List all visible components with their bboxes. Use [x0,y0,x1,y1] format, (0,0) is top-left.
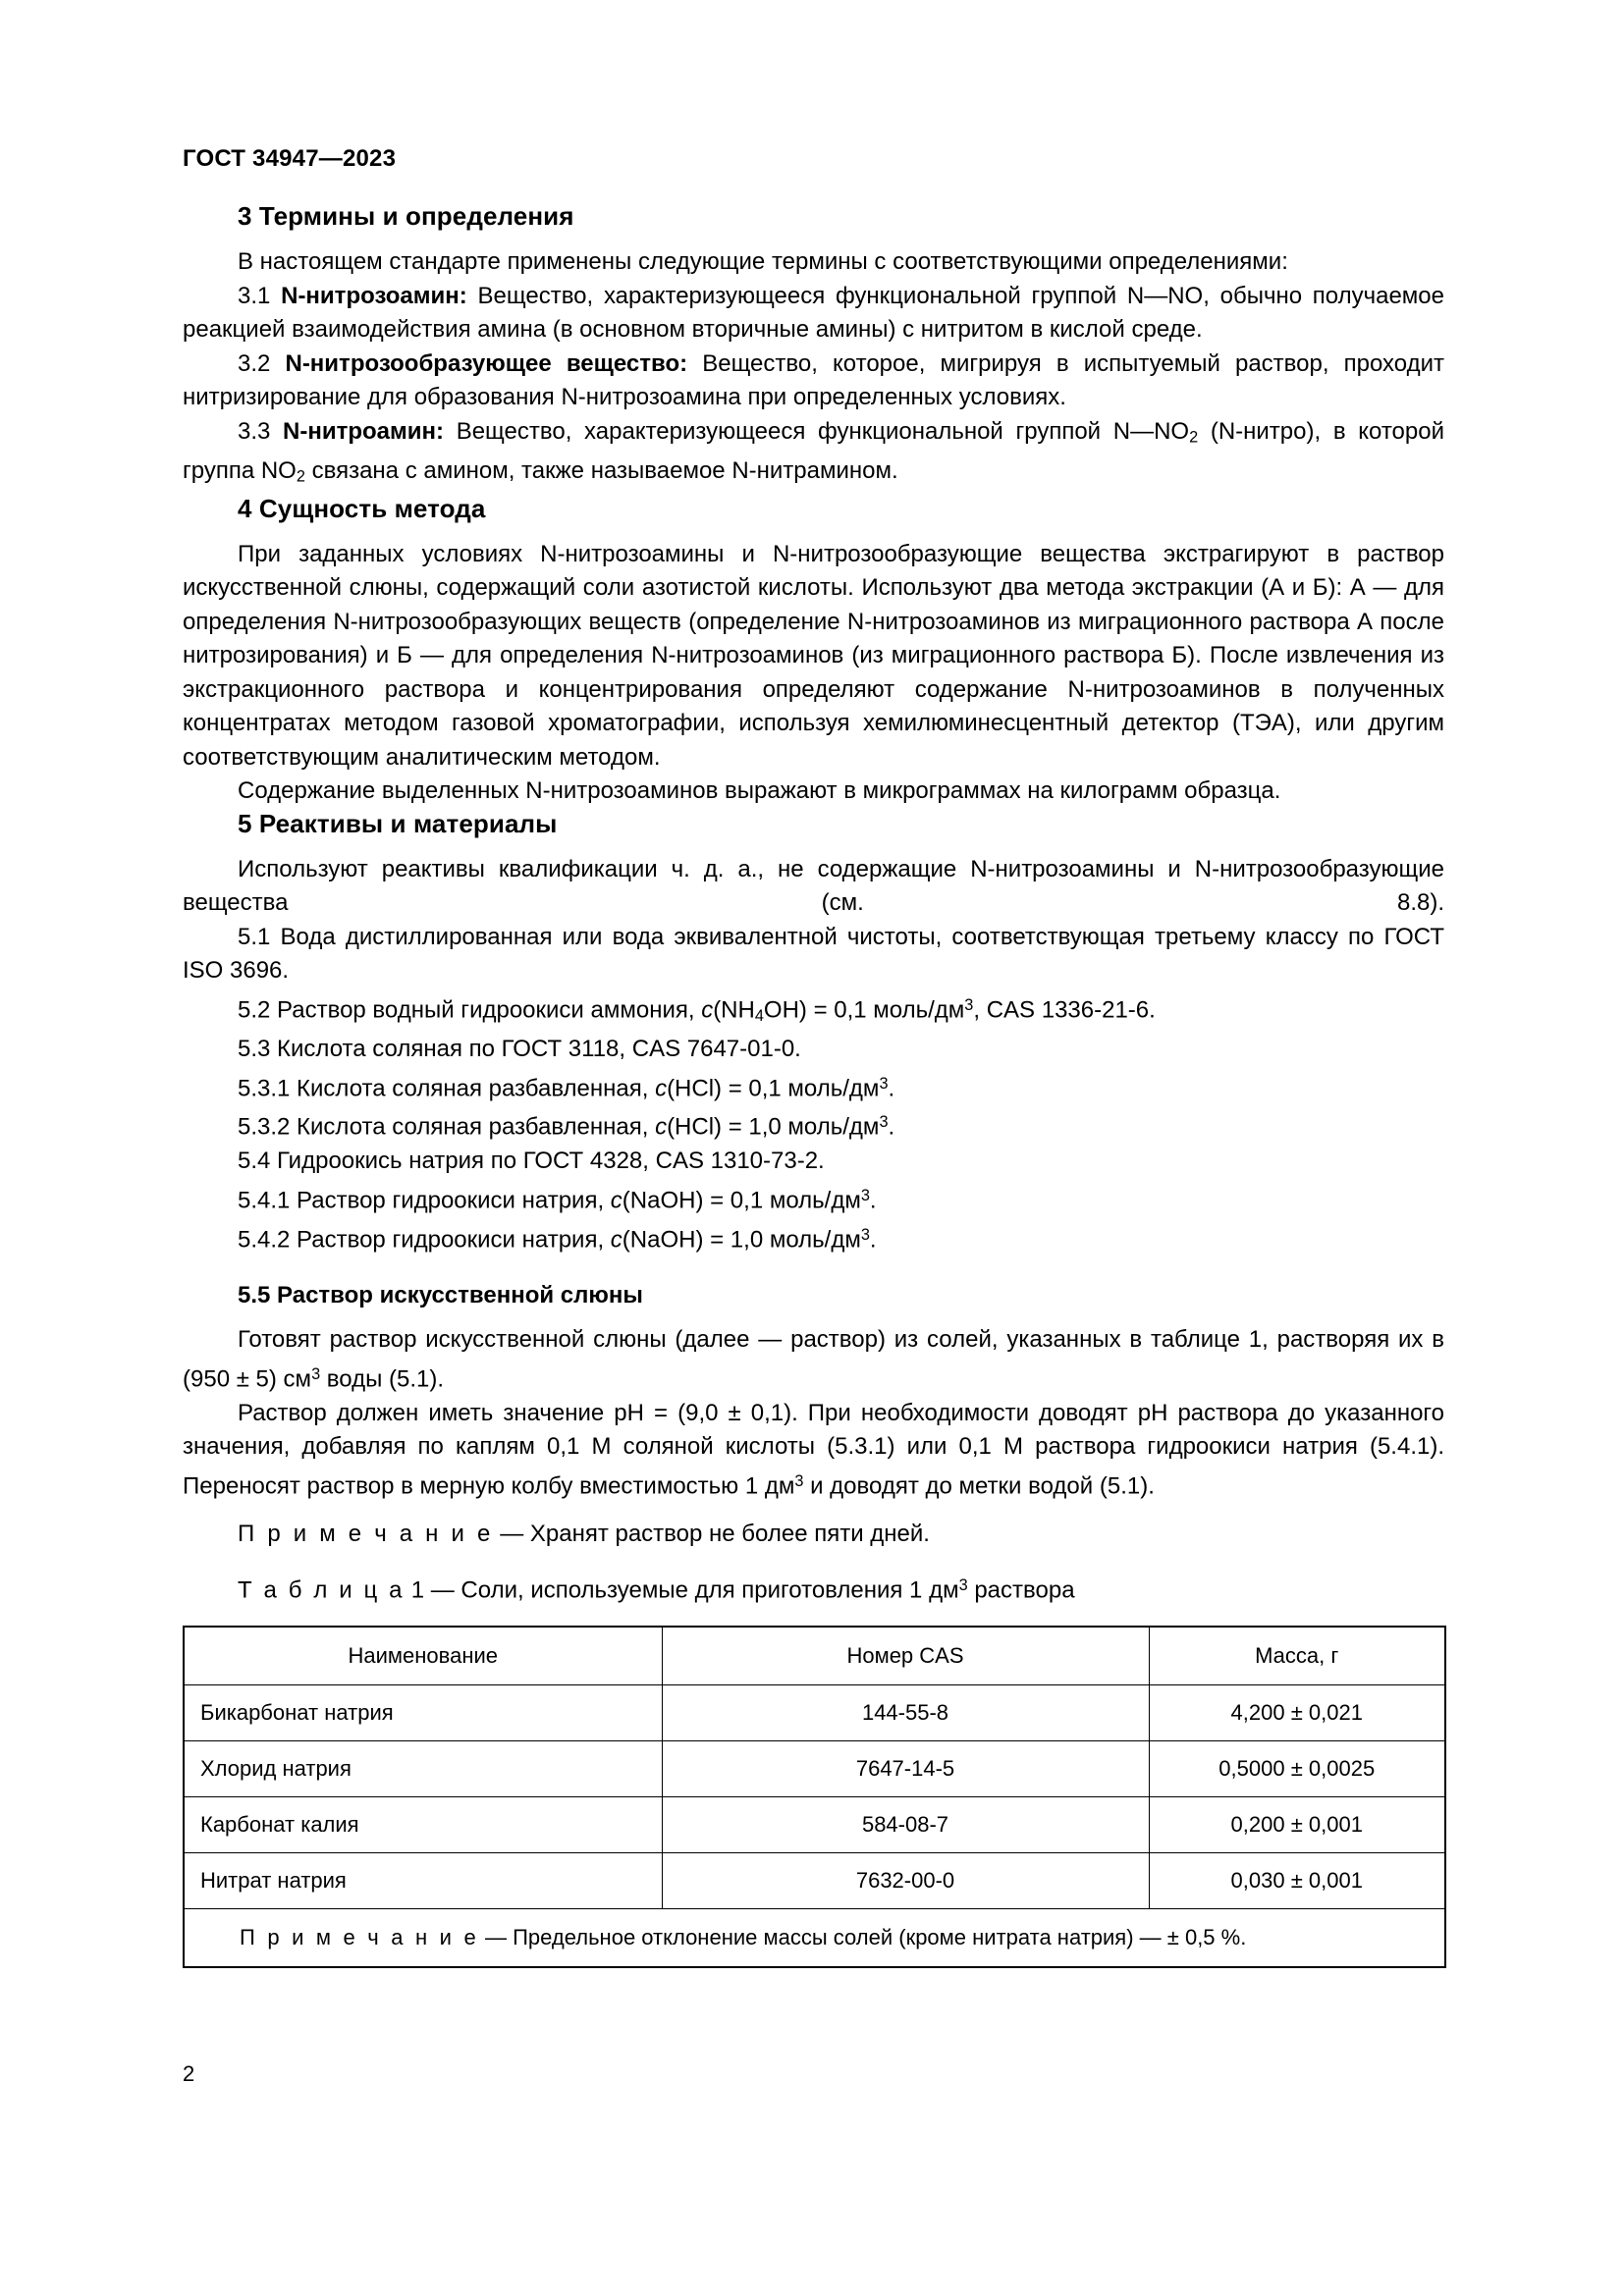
spacer [183,1504,1444,1518]
formula-superscript: 3 [964,995,974,1014]
formula-superscript: 3 [860,1225,870,1244]
section-title-4: 4 Сущность метода [238,493,486,523]
table-row [184,1853,1445,1909]
formula-close: (HCl) = 1,0 моль/дм [667,1113,880,1141]
cell-mass: 0,5000 ± 0,0025 [1149,1741,1445,1797]
formula-superscript: 3 [879,1113,889,1132]
clause-5-3-2-suffix: . [888,1113,895,1141]
table-body [184,1685,1445,1909]
table-row [184,1741,1445,1797]
paragraph-5-intro: Используют реактивы квалификации ч. д. а., не содержащие N-нитрозоамины и N-нитрозообразующие вещества (см. 8.8). [183,855,1444,917]
volume-superscript: 3 [794,1471,804,1490]
cell-cas: 144-55-8 [662,1685,1149,1741]
definition-3-2: Вещество, которое, мигрируя в испытуемый раствор, проходит нитризирование для образования N-нитрозоамина при определенных условиях. [183,349,1444,410]
column-header-mass: Масса, г [1149,1627,1445,1685]
volume-superscript: 3 [311,1364,321,1383]
formula-superscript: 3 [879,1074,889,1093]
clause-5-3-2-prefix: 5.3.2 Кислота соляная разбавленная, [238,1113,656,1141]
concentration-symbol: c [655,1074,668,1101]
subscript-2: 2 [296,467,305,486]
spacer [183,839,1444,853]
clause-5-2-suffix: , CAS 1336-21-6. [973,996,1156,1023]
running-header: ГОСТ 34947—2023 [183,145,397,172]
footnote-text: — Предельное отклонение массы солей (кроме нитрата натрия) — ± 0,5 %. [478,1925,1247,1950]
spacer [183,1551,1444,1576]
formula-close: (HCl) = 0,1 моль/дм [667,1074,880,1101]
spacer [183,1309,1444,1323]
paragraph-5-5-2 [183,1397,1444,1504]
paragraph-5-5-1-part-a: Готовят раствор искусственной слюны (далее — раствор) из солей, указанных в таблице 1, растворяя их в (950 ± 5) см [183,1326,1444,1393]
formula-open: (NH [713,996,755,1023]
clause-5-3-1-prefix: 5.3.1 Кислота соляная разбавленная, [238,1074,656,1101]
cell-mass: 4,200 ± 0,021 [1149,1685,1445,1741]
paragraph-4-1: При заданных условиях N-нитрозоамины и N-нитрозообразующие вещества экстрагируют в раствор искусственной слюны, содержащий соли азотистой кислоты. Используют два метода экстракции (А и Б): А — для определения N-нитрозообразующих веществ (определение N-нитрозоаминов из миграционного раствора А после нитрозирования) и Б — для определения N-нитрозоаминов (из миграционного раствора Б). После извлечения из экстракционного раствора и концентрирования определяют содержание N-нитрозоаминов в полученных концентратах методом газовой хроматографии, используя хемилюминесцентный детектор (ТЭА), или другим соответствующим аналитическим методом. [183,540,1444,771]
paragraph-3-2 [183,347,1444,415]
note-text: — Хранят раствор не более пяти дней. [493,1520,930,1547]
paragraph-3-3 [183,415,1444,494]
paragraph-5-5-2-part-b: и доводят до метки водой (5.1). [803,1472,1155,1500]
table-footer [184,1909,1445,1968]
clause-5-1: 5.1 Вода дистиллированная или вода эквивалентной чистоты, соответствующая третьему классу по ГОСТ ISO 3696. [183,923,1444,985]
table-caption-label: Т а б л и ц а [238,1576,406,1604]
column-header-name: Наименование [184,1627,662,1685]
caption-superscript: 3 [958,1576,968,1595]
paragraph-3-1 [183,280,1444,347]
paragraph-5-5-1 [183,1323,1444,1396]
clause-5-3: 5.3 Кислота соляная по ГОСТ 3118, CAS 7647-01-0. [238,1036,801,1063]
clause-5-4: 5.4 Гидроокись натрия по ГОСТ 4328, CAS 1310-73-2. [238,1148,825,1175]
cell-name: Карбонат калия [184,1797,662,1853]
paragraph-5-5-1-part-b: воды (5.1). [320,1365,445,1393]
page-content [183,201,1444,1968]
clause-5-4-2-suffix: . [869,1225,877,1253]
note-5-5 [183,1518,1444,1552]
cell-mass: 0,200 ± 0,001 [1149,1797,1445,1853]
paragraph-3-intro: В настоящем стандарте применены следующие термины с соответствующими определениями: [238,248,1288,275]
spacer [183,1256,1444,1282]
paragraph-4-2: Содержание выделенных N-нитрозоаминов выражают в микрограммах на килограмм образца. [238,777,1281,805]
note-label: П р и м е ч а н и е [238,1520,494,1547]
concentration-symbol: c [655,1113,668,1141]
concentration-symbol: c [610,1187,623,1214]
table-caption-number: 1 — Соли, используемые для приготовления 1 дм [405,1576,959,1604]
formula-close: (NaOH) = 1,0 моль/дм [622,1225,861,1253]
clause-5-3-1-suffix: . [888,1074,895,1101]
cell-name: Нитрат натрия [184,1853,662,1909]
clause-3-2-number: 3.2 [238,349,286,377]
cell-cas: 7632-00-0 [662,1853,1149,1909]
table-footnote [184,1909,1445,1968]
formula-close: (NaOH) = 0,1 моль/дм [622,1187,861,1214]
term-3-1: N-нитрозоамин: [281,282,467,309]
section-title-5: 5 Реактивы и материалы [238,808,558,838]
clause-3-1-number: 3.1 [238,282,282,309]
spacer [183,232,1444,245]
term-3-3: N-нитроамин: [283,417,445,445]
clause-5-2 [183,988,1444,1033]
table-caption-tail: раствора [967,1576,1075,1604]
subscript-2: 2 [1189,428,1199,447]
section-title-3: 3 Термины и определения [238,201,574,231]
formula-close: OH) = 0,1 моль/дм [763,996,965,1023]
term-3-2: N-нитрозообразующее вещество: [285,349,688,377]
subsection-title-5-5: 5.5 Раствор искусственной слюны [238,1282,643,1309]
table-row [184,1685,1445,1741]
clause-5-4-1-prefix: 5.4.1 Раствор гидроокиси натрия, [238,1187,611,1214]
definition-3-3: Вещество, характеризующееся функциональной группой $N—NO_2$ (N-нитро), в которой группа $NO_2$ связана с амином, также называемое N-нитрамином. [183,417,1444,486]
cell-name: Бикарбонат натрия [184,1685,662,1741]
page-number: 2 [183,2061,195,2086]
cell-name: Хлорид натрия [184,1741,662,1797]
table-header [184,1627,1445,1685]
cell-mass: 0,030 ± 0,001 [1149,1853,1445,1909]
definition-3-1: Вещество, характеризующееся функциональной группой N—NO, обычно получаемое реакцией взаимодействия амина (в основном вторичные амины) с нитритом в кислой среде. [183,282,1444,343]
table-footnote-row [184,1909,1445,1968]
concentration-symbol: c [610,1225,623,1253]
table-header-row [184,1627,1445,1685]
salts-table [183,1626,1446,1968]
concentration-symbol: c [701,996,714,1023]
clause-5-3-2 [183,1105,1444,1145]
formula-superscript: 3 [860,1186,870,1204]
clause-5-4-1 [183,1179,1444,1218]
clause-5-2-prefix: 5.2 Раствор водный гидроокиси аммония, [238,996,702,1023]
clause-3-3-number: 3.3 [238,417,284,445]
clause-5-3-1 [183,1067,1444,1106]
table-caption [183,1576,1444,1604]
footnote-label: П р и м е ч а н и е [240,1925,479,1950]
clause-5-4-2 [183,1218,1444,1257]
column-header-cas: Номер CAS [662,1627,1149,1685]
formula-subscript: 4 [754,1006,764,1025]
table-row [184,1797,1445,1853]
clause-5-4-2-prefix: 5.4.2 Раствор гидроокиси натрия, [238,1225,611,1253]
spacer [183,524,1444,538]
paragraph-5-5-2-part-a: Раствор должен иметь значение pH = (9,0 ± 0,1). При необходимости доводят pH раствора до указанного значения, добавляя по каплям 0,1 M соляной кислоты (5.3.1) или 0,1 M раствора гидроокиси натрия (5.4.1). Переносят раствор в мерную колбу вместимостью 1 дм [183,1399,1444,1500]
cell-cas: 7647-14-5 [662,1741,1149,1797]
cell-cas: 584-08-7 [662,1797,1149,1853]
clause-5-4-1-suffix: . [869,1187,877,1214]
